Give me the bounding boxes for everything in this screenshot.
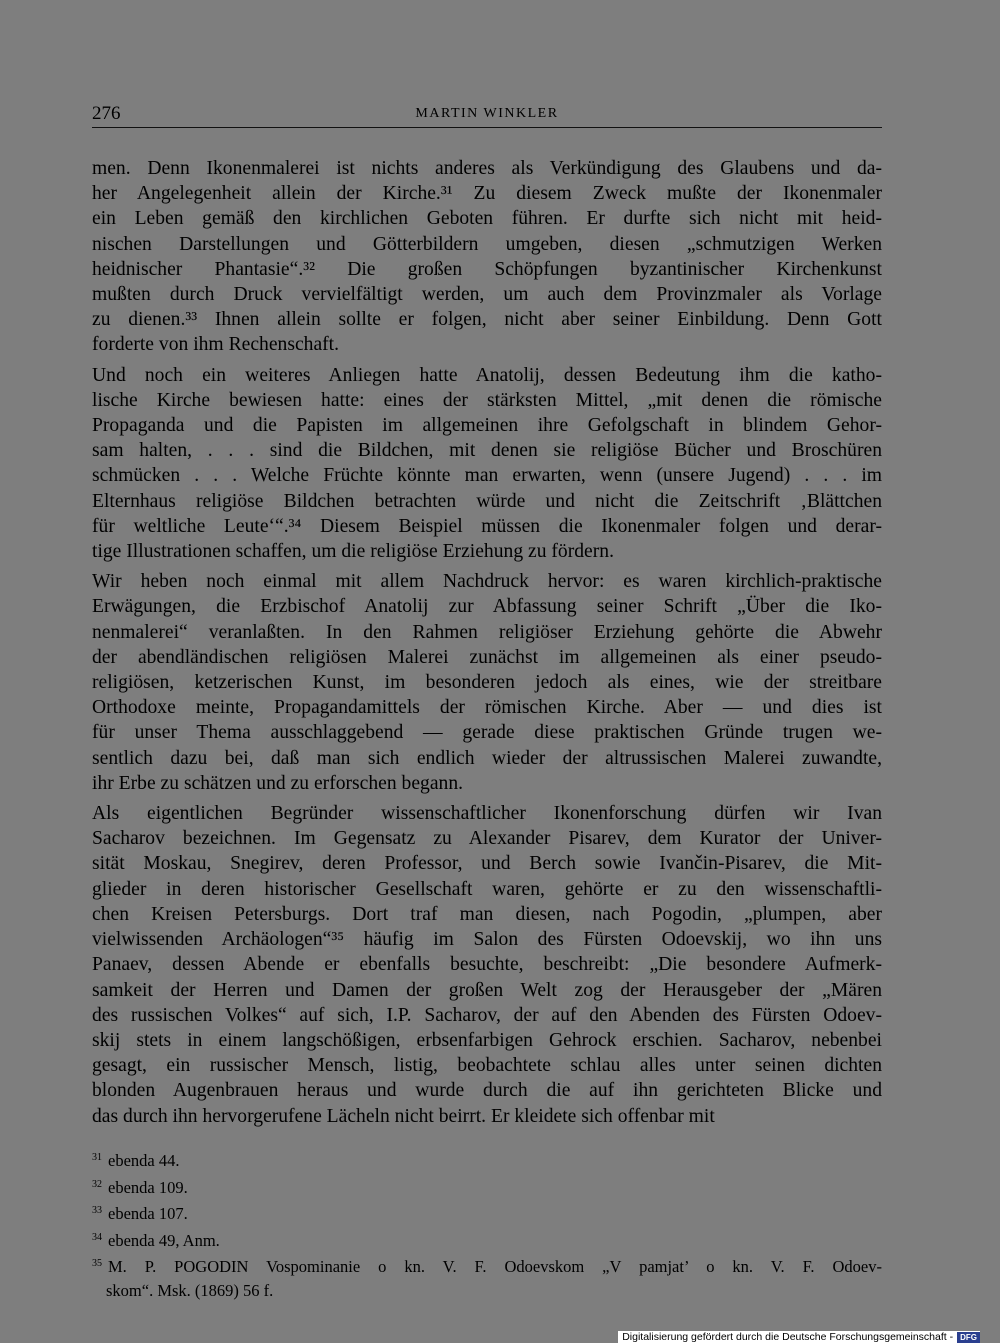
page-header — [92, 103, 882, 128]
page-number: 276 — [92, 103, 121, 124]
footnote-mark: 34 — [92, 1231, 102, 1243]
credit-text: Digitalisierung gefördert durch die Deutsche Forschungsgemeinschaft - — [622, 1331, 954, 1343]
digitization-credit — [618, 1331, 980, 1343]
paragraph — [92, 156, 882, 358]
text-line: Sacharov bezeichnen. Im Gegensatz zu Alexander Pisarev, dem Kurator der Univer- — [92, 828, 882, 850]
text-line: Elternhaus religiöse Bildchen betrachten würde und nicht die Zeitschrift ‚Blättchen — [92, 490, 882, 512]
text-line: vielwissenden Archäologen“³⁵ häufig im Salon des Fürsten Odoevskij, wo ihn uns — [92, 929, 882, 951]
text-line: für unser Thema ausschlaggebend — gerade diese praktischen Gründe trugen we- — [92, 722, 882, 744]
text-line: her Angelegenheit allein der Kirche.³¹ Zu diesem Zweck mußte der Ikonenmaler — [92, 183, 882, 205]
footnote — [92, 1252, 882, 1279]
text-line: Wir heben noch einmal mit allem Nachdruck hervor: es waren kirchlich-praktische — [92, 571, 882, 593]
text-line: sentlich dazu bei, daß man sich endlich wieder der altrussischen Malerei zuwandte, — [92, 747, 882, 769]
footnote-text: M. P. POGODIN Vospominanie o kn. V. F. Odoevskom „V pamjat’ o kn. V. F. Odoev- — [108, 1257, 882, 1276]
text-line: für weltliche Leute‘“.³⁴ Diesem Beispiel müssen die Ikonenmaler folgen und derar- — [92, 515, 882, 537]
paragraph — [92, 363, 882, 565]
text-line: des russischen Volkes“ auf sich, I.P. Sacharov, der auf den Abenden des Fürsten Odoev- — [92, 1004, 882, 1026]
text-line: Erwägungen, die Erzbischof Anatolij zur Abfassung seiner Schrift „Über die Iko- — [92, 596, 882, 618]
footnote — [92, 1173, 882, 1200]
footnote-mark: 32 — [92, 1178, 102, 1190]
text-line: zu dienen.³³ Ihnen allein sollte er folgen, nicht aber seiner Einbildung. Denn Gott — [92, 309, 882, 331]
text-line: ihr Erbe zu schätzen und zu erforschen begann. — [92, 772, 464, 794]
text-line: chen Kreisen Petersburgs. Dort traf man diesen, nach Pogodin, „plumpen, aber — [92, 903, 882, 925]
footnote-text: skom“. Msk. (1869) 56 f. — [106, 1280, 274, 1300]
footnote — [92, 1226, 882, 1253]
text-line: schmücken . . . Welche Früchte könnte man erwarten, wenn (unsere Jugend) . . . im — [92, 465, 882, 487]
footnote-mark: 33 — [92, 1205, 102, 1216]
footnote — [92, 1199, 882, 1226]
text-line: gesagt, ein russischer Mensch, listig, beobachtete schlau alles unter seinen dichten — [92, 1055, 882, 1077]
footnote-mark: 35 — [92, 1258, 102, 1269]
text-line: heidnischer Phantasie“.³² Die großen Schöpfungen byzantinischer Kirchenkunst — [92, 258, 882, 280]
text-line: Orthodoxe meinte, Propagandamittels der römischen Kirche. Aber — und dies ist — [92, 697, 882, 719]
footnotes — [92, 1146, 882, 1302]
running-head: MARTIN WINKLER — [415, 106, 559, 121]
footnote-text: ebenda 109. — [108, 1177, 188, 1197]
footnote-mark: 31 — [92, 1152, 102, 1163]
text-line: tige Illustrationen schaffen, um die religiöse Erziehung zu fördern. — [92, 541, 614, 563]
text-line: der abendländischen religiösen Malerei zunächst im allgemeinen als einer pseudo- — [92, 646, 882, 668]
text-line: lische Kirche bewiesen hatte: eines der stärksten Mittel, „mit denen die römische — [92, 389, 882, 411]
text-line: nischen Darstellungen und Götterbildern umgeben, diesen „schmutzigen Werken — [92, 233, 882, 255]
text-line: Und noch ein weiteres Anliegen hatte Anatolij, dessen Bedeutung ihm die katho- — [92, 364, 882, 386]
text-line: men. Denn Ikonenmalerei ist nichts anderes als Verkündigung des Glaubens und da- — [92, 158, 882, 179]
paragraph — [92, 801, 882, 1129]
text-line: glieder in deren historischer Gesellschaft waren, gehörte er zu den wissenschaftli- — [92, 878, 882, 900]
dfg-logo: DFG — [957, 1332, 980, 1343]
text-line: mußten durch Druck vervielfältigt werden, um auch dem Provinzmaler als Vorlage — [92, 284, 882, 306]
text-line: Propaganda und die Papisten im allgemeinen ihre Gefolgschaft in blindem Gehor- — [92, 415, 882, 437]
text-line: das durch ihn hervorgerufene Lächeln nicht beirrt. Er kleidete sich offenbar mit — [92, 1105, 715, 1127]
footnote — [92, 1146, 882, 1173]
footnote-text: ebenda 44. — [108, 1151, 180, 1170]
text-line: sität Moskau, Snegirev, deren Professor, und Berch sowie Ivančin-Pisarev, die Mit- — [92, 853, 882, 875]
text-line: forderte von ihm Rechenschaft. — [92, 334, 340, 356]
footnote-text: ebenda 49, Anm. — [108, 1230, 220, 1250]
text-line: Als eigentlichen Begründer wissenschaftlicher Ikonenforschung dürfen wir Ivan — [92, 803, 882, 825]
paragraph — [92, 569, 882, 796]
text-line: nenmalerei“ veranlaßten. In den Rahmen religiöser Erziehung gehörte die Abwehr — [92, 621, 882, 643]
footnote-text: ebenda 107. — [108, 1204, 188, 1223]
text-line: samkeit der Herren und Damen der großen Welt zog der Herausgeber der „Mären — [92, 979, 882, 1001]
footnote — [92, 1279, 882, 1303]
body-text — [92, 156, 882, 1134]
text-line: sam halten, . . . sind die Bildchen, mit denen sie religiöse Bücher und Broschüren — [92, 440, 882, 462]
text-line: skij stets in einem langschößigen, erbsenfarbigen Gehrock erschien. Sacharov, nebenbei — [92, 1029, 882, 1051]
text-line: blonden Augenbrauen heraus und wurde durch die auf ihn gerichteten Blicke und — [92, 1080, 882, 1102]
text-line: religiösen, ketzerischen Kunst, im besonderen jedoch als eines, wie der streitbare — [92, 672, 882, 694]
text-line: Panaev, dessen Abende er ebenfalls besuchte, beschreibt: „Die besondere Aufmerk- — [92, 954, 882, 976]
text-line: ein Leben gemäß den kirchlichen Geboten führen. Er durfte sich nicht mit heid- — [92, 208, 882, 230]
